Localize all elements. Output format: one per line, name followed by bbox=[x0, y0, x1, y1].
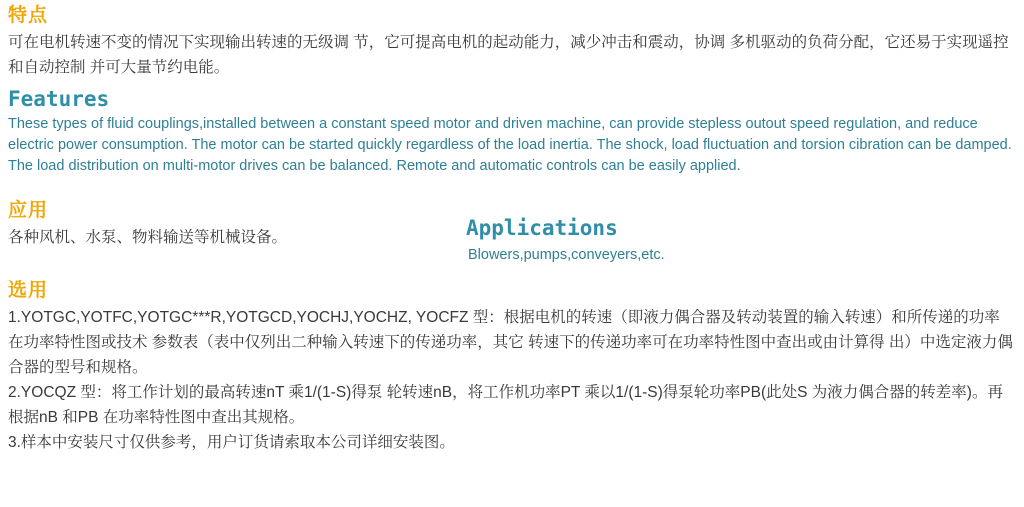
section-heading-selection-cn: 选用 bbox=[8, 280, 49, 301]
applications-chinese-block bbox=[8, 199, 458, 250]
section-body-applications-cn: 各种风机、水泵、物料输送等机械设备。 bbox=[8, 229, 288, 246]
section-body-applications-en: Blowers,pumps,conveyers,etc. bbox=[468, 247, 665, 263]
section-body-features-en: These types of fluid couplings,installed between a constant speed motor and driven machine, can provide stepless outout speed regulation, and reduce electric power consumption. The motor can be started quickly regardless of the load inertia. The shock, load fluctuation and torsion cibration can be damped. The load distribution on multi-motor drives can be balanced. Remote and automatic controls can be easily applied. bbox=[8, 116, 1012, 174]
section-features bbox=[8, 4, 1014, 177]
section-applications bbox=[8, 199, 1014, 261]
section-heading-applications-en: Applications bbox=[466, 216, 618, 240]
section-body-features-cn: 可在电机转速不变的情况下实现输出转速的无级调 节，它可提高电机的起动能力，减少冲击和震动，协调 多机驱动的负荷分配，它还易于实现遥控和自动控制 并可大量节约电能。 bbox=[8, 34, 1009, 76]
selection-item-3: 3.样本中安装尺寸仅供参考，用户订货请索取本公司详细安装图。 bbox=[8, 434, 455, 451]
section-selection bbox=[8, 279, 1014, 455]
applications-english-block bbox=[466, 215, 1006, 266]
selection-item-2: 2.YOCQZ 型：将工作计划的最高转速nT 乘1/(1-S)得泵 轮转速nB，将工作机功率PT 乘以1/(1-S)得泵轮功率PB(此处S 为液力偶合器的转差率)。再根据nB 和PB 在功率特性图中查出其规格。 bbox=[8, 384, 1003, 426]
section-heading-features-cn: 特点 bbox=[8, 5, 49, 26]
section-heading-features-en: Features bbox=[8, 87, 110, 111]
section-heading-applications-cn: 应用 bbox=[8, 200, 49, 221]
selection-item-1: 1.YOTGC,YOTFC,YOTGC***R,YOTGCD,YOCHJ,YOCHZ, YOCFZ 型：根据电机的转速（即液力偶合器及转动装置的输入转速）和所传递的功率在功率特性图或技术 参数表（表中仅列出二种输入转速下的传递功率，其它 转速下的传递功率可在功率特性图中查出或由计算得 出）中选定液力偶合器的型号和规格。 bbox=[8, 309, 1013, 376]
